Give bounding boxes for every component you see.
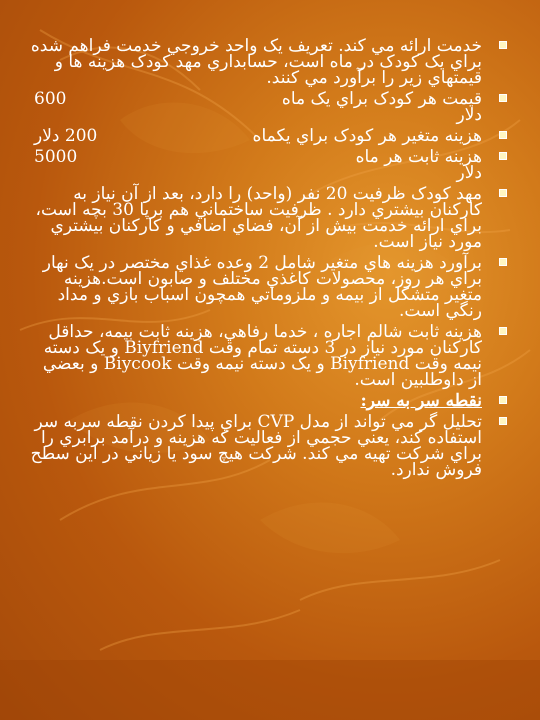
breakeven-heading: نقطه سر به سر:	[360, 391, 482, 411]
bullet-item-variable-estimate	[30, 255, 512, 319]
bullet-item-fixed-cost	[30, 149, 512, 181]
variable-cost-amount: 200 دلار	[34, 126, 98, 146]
bullet-item-fixed-estimate	[30, 324, 512, 388]
square-bullet-icon	[500, 95, 506, 101]
slide-content	[30, 38, 512, 483]
bullet-text: خدمت ارائه مي كند. تعريف يک واحد خروجي خدمت فراهم شده براي يک كودک در ماه است، حسابداري مهد كودک هزينه ها و قيمتهاي زير را برآورد مي كنند.	[30, 36, 482, 88]
bullet-item-intro	[30, 38, 512, 86]
square-bullet-icon	[500, 190, 506, 196]
bullet-list	[30, 38, 512, 478]
bullet-item-variable-cost	[30, 128, 512, 144]
bullet-text: مهد كودک ظرفيت 20 نفر (واحد) را دارد، بعد از آن نياز به كاركنان بيشتري دارد . ظرفيت ساختماني هم برپا 30 بچه است، براي ارائه خدمت بيش از آن، فضاي اضافي و كاركنان بيشتري مورد نياز است.	[35, 184, 482, 252]
bullet-text: برآورد هزينه هاي متغير شامل 2 وعده غذاي مختصر در يک نهار براي هر روز، محصولات كاغذي مختلف و صابون است.هزينه متغير متشكل از بيمه و ملزوماتي همچون اسباب بازي و مداد رنگي است.	[42, 253, 482, 321]
fixed-cost-row	[30, 149, 482, 165]
bullet-item-price-per-child	[30, 91, 512, 123]
fixed-cost-label: هزينه ثابت هر ماه	[355, 147, 482, 167]
variable-cost-row	[30, 128, 482, 144]
bullet-item-breakeven-text	[30, 414, 512, 478]
square-bullet-icon	[500, 328, 506, 334]
bullet-text: تحليل گر مي تواند از مدل CVP براي پيدا كردن نقطه سربه سر استفاده كند، يعني حجمي از فعاليت كه هزينه و درآمد برابري را براي شركت تهيه مي كند. شركت هيچ سود يا زياني در اين سطح فروش ندارد.	[30, 412, 482, 480]
price-amount: 600	[34, 89, 67, 109]
variable-cost-label: هزينه متغير هر كودک براي يكماه	[252, 126, 482, 146]
bullet-text: هزينه ثابت شالم اجاره ، خدما رفاهي، هزينه ثابت بيمه، حداقل كاركنان مورد نياز در 3 دسته تمام وقت Biyfriend و يک دسته نيمه وقت Biyfriend و يک دسته نيمه وقت Biycook و بعضي از داوطلبين است.	[42, 322, 482, 390]
bullet-item-breakeven-heading	[30, 393, 512, 409]
square-bullet-icon	[500, 418, 506, 424]
square-bullet-icon	[500, 153, 506, 159]
square-bullet-icon	[500, 397, 506, 403]
price-row	[30, 91, 482, 107]
bullet-item-capacity	[30, 186, 512, 250]
price-label: قيمت هر كودک براي يک ماه	[281, 89, 482, 109]
square-bullet-icon	[500, 259, 506, 265]
square-bullet-icon	[500, 42, 506, 48]
fixed-cost-unit: دلار	[456, 163, 482, 183]
square-bullet-icon	[500, 132, 506, 138]
fixed-cost-amount: 5000	[34, 147, 78, 167]
price-unit: دلار	[456, 105, 482, 125]
